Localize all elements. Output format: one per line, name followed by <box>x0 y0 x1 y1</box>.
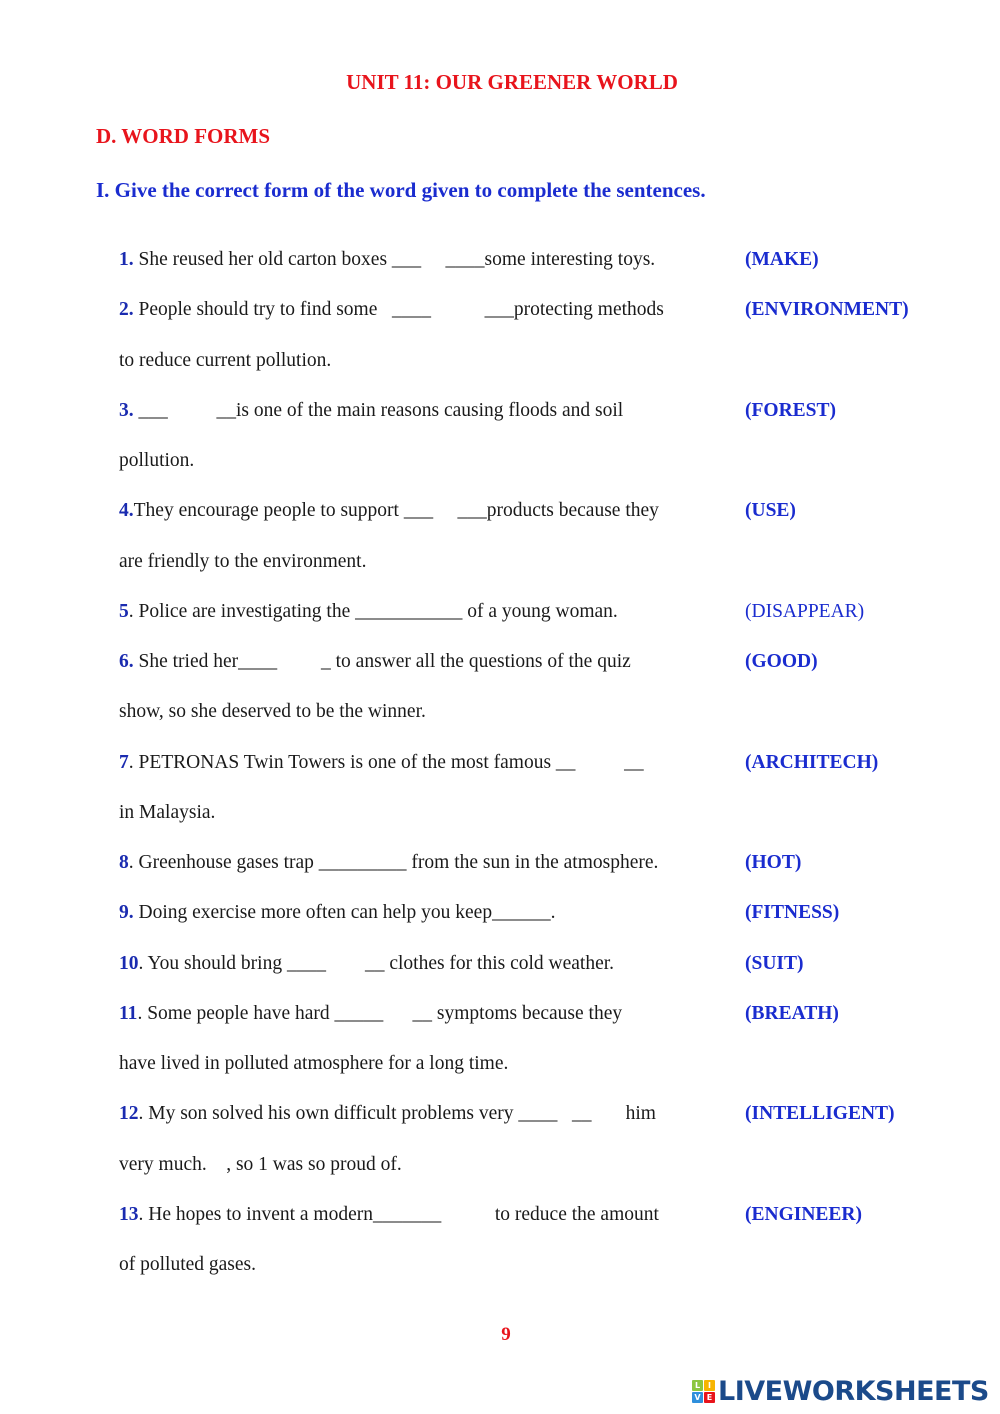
root-word: (BREATH) <box>745 1002 839 1024</box>
question-continuation <box>119 801 215 825</box>
question-text: Doing exercise more often can help you keep______. <box>133 902 556 924</box>
exercise-instruction: I. Give the correct form of the word given to complete the sentences. <box>96 178 706 202</box>
question-number: 10 <box>119 952 139 974</box>
question-number: 2. <box>119 299 134 321</box>
question-line <box>119 952 614 976</box>
root-word: (DISAPPEAR) <box>745 600 865 622</box>
question-line <box>119 298 664 322</box>
question-text: in Malaysia. <box>119 801 216 823</box>
question-number: 12 <box>119 1103 139 1125</box>
question-text: She tried her____ _ to answer all the questions of the quiz <box>133 651 631 672</box>
question-text: . Greenhouse gases trap _________ from the sun in the atmosphere. <box>128 852 659 873</box>
question-line <box>119 600 618 624</box>
page-number: 9 <box>501 1324 511 1345</box>
question-line <box>119 751 644 775</box>
question-text: . PETRONAS Twin Towers is one of the most famous __ __ <box>128 751 644 773</box>
question-line <box>119 901 555 925</box>
question-text: . Police are investigating the ___________ of a young woman. <box>128 600 618 622</box>
unit-title: UNIT 11: OUR GREENER WORLD <box>346 70 678 94</box>
question-continuation <box>119 1153 402 1177</box>
logo-tile: V <box>692 1392 703 1403</box>
root-word: (SUIT) <box>745 952 804 974</box>
question-continuation <box>119 700 426 724</box>
question-text: have lived in polluted atmosphere for a long time. <box>119 1053 509 1074</box>
question-text: . He hopes to invent a modern_______ to reduce the amount <box>138 1203 659 1225</box>
question-continuation <box>119 1253 256 1277</box>
question-text: . You should bring ____ __ clothes for this cold weather. <box>138 952 615 974</box>
question-line <box>119 1002 622 1026</box>
question-text: . Some people have hard _____ __ symptoms because they <box>137 1002 623 1024</box>
root-word: (ARCHITECH) <box>745 751 879 773</box>
logo-tiles-icon <box>692 1380 715 1403</box>
question-number: 8 <box>119 852 129 873</box>
question-continuation <box>119 550 366 574</box>
question-number: 11 <box>119 1002 138 1024</box>
logo-tile: E <box>704 1392 715 1403</box>
question-line <box>119 1102 656 1126</box>
question-number: 13 <box>119 1203 139 1225</box>
logo-text: LIVEWORKSHEETS <box>718 1376 989 1407</box>
question-text: . My son solved his own difficult problems very ____ __ him <box>138 1103 656 1125</box>
question-line <box>119 851 658 875</box>
question-text: They encourage people to support ___ ___products because they <box>133 500 659 522</box>
question-text: to reduce current pollution. <box>119 349 332 371</box>
question-line <box>119 650 631 674</box>
root-word: (HOT) <box>745 852 802 873</box>
root-word: (USE) <box>745 500 796 522</box>
question-text: ___ __is one of the main reasons causing floods and soil <box>133 399 624 421</box>
question-number: 5 <box>119 600 129 622</box>
question-number: 6. <box>119 651 134 672</box>
liveworksheets-logo <box>692 1376 989 1407</box>
question-number: 7 <box>119 751 129 773</box>
question-number: 3. <box>119 399 134 421</box>
root-word: (MAKE) <box>745 249 819 270</box>
root-word: (INTELLIGENT) <box>745 1103 895 1125</box>
question-continuation <box>119 1052 508 1076</box>
section-heading: D. WORD FORMS <box>96 124 271 148</box>
question-continuation <box>119 449 194 473</box>
question-text: of polluted gases. <box>119 1254 257 1275</box>
question-text: People should try to find some ____ ___protecting methods <box>133 299 664 321</box>
root-word: (ENVIRONMENT) <box>745 299 909 321</box>
root-word: (GOOD) <box>745 651 818 672</box>
question-number: 9. <box>119 902 134 924</box>
question-line <box>119 248 655 272</box>
question-line <box>119 399 623 423</box>
question-text: She reused her old carton boxes ___ ____some interesting toys. <box>133 249 656 270</box>
question-line <box>119 499 659 523</box>
question-line <box>119 1203 659 1227</box>
root-word: (ENGINEER) <box>745 1203 863 1225</box>
question-continuation <box>119 349 331 373</box>
question-number: 1. <box>119 249 134 270</box>
question-text: very much. , so 1 was so proud of. <box>119 1153 402 1175</box>
question-text: show, so she deserved to be the winner. <box>119 701 426 723</box>
root-word: (FITNESS) <box>745 902 840 924</box>
question-text: are friendly to the environment. <box>119 550 367 572</box>
logo-tile: L <box>692 1380 703 1391</box>
question-number: 4. <box>119 500 134 522</box>
logo-tile: I <box>704 1380 715 1391</box>
question-text: pollution. <box>119 450 195 471</box>
root-word: (FOREST) <box>745 399 837 421</box>
